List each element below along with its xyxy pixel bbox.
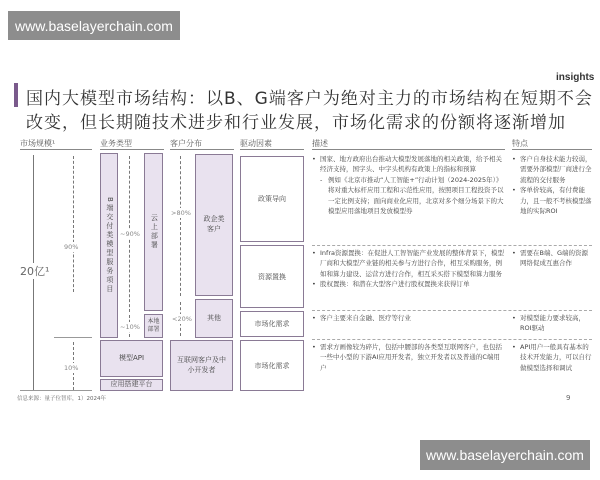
- b-end-box: B端交付类模型服务项目: [100, 153, 118, 338]
- header-feature: 特点: [512, 138, 592, 150]
- gov-arrow: [180, 156, 181, 296]
- gov-pct: >80%: [171, 209, 191, 217]
- feature-item: • 需要在B端、G端的资源网络促成互惠合作: [512, 248, 592, 269]
- local-pct: ~10%: [120, 323, 140, 331]
- market-lower-pct: 10%: [64, 364, 79, 372]
- market-divider: [54, 337, 92, 338]
- driver-market-1: 市场化需求: [240, 311, 304, 337]
- header-business: 业务类型: [100, 138, 164, 150]
- features-resource: [512, 248, 592, 269]
- internet-box: 互联网客户及中小开发者: [170, 340, 233, 391]
- desc-item: • Infra资源置换：在促进人工智智能产业发展的整体背景下，模型厂商和大模型产业链的相关参与方进行合作，相互采购服务，例如和算力建设、运营方进行合作，相互采买搭下模型和算力服务: [312, 248, 505, 279]
- desc-item: • 客户主要来自金融、医疗等行业: [312, 313, 505, 323]
- page-title-line1: 国内大模型市场结构：以B、G端客户为绝对主力的市场结构在短期不会: [26, 89, 593, 109]
- title-accent-bar: [14, 83, 18, 107]
- source-note: 信息来源：量子位智库，1）2024年: [17, 396, 106, 402]
- desc-market-2: [312, 342, 505, 373]
- cloud-pct: ~90%: [120, 230, 140, 238]
- cloud-box: 云上部署: [144, 153, 163, 311]
- feature-item: • 客户自身技术能力较弱，需要外部模型厂商进行全流程的交付服务: [512, 154, 592, 185]
- features-policy: [512, 154, 592, 216]
- feature-item: • API用户一般具有基本的技术开发能力，可以自行做模型选择和调试: [512, 342, 592, 373]
- row-separator: [312, 339, 592, 340]
- other-box: 其他: [195, 299, 233, 338]
- page-number: 9: [566, 394, 571, 402]
- features-market-1: [512, 313, 592, 334]
- market-total: 20亿¹: [20, 265, 50, 278]
- desc-policy: [312, 154, 505, 216]
- market-bottom-line: [20, 390, 92, 391]
- watermark-top: www.baselayerchain.com: [8, 11, 180, 40]
- local-box: 本地部署: [144, 314, 163, 338]
- logo: insights: [556, 72, 595, 83]
- row-separator: [312, 310, 592, 311]
- features-market-2: [512, 342, 592, 373]
- desc-resource: [312, 248, 505, 290]
- header-driver: 驱动因素: [240, 138, 304, 150]
- header-market: 市场规模¹: [20, 138, 92, 150]
- desc-item: • 国家、地方政府出台推动大模型发展落地的相关政策，给予相关经济支持，国字头、中字头机构有政策上的指标和预算: [312, 154, 505, 175]
- driver-market-2: 市场化需求: [240, 340, 304, 391]
- desc-subitem: - 例如《北京市推动“人工智能+”行动计划（2024-2025年）》将对重大标杆应用工程和示范性应用，按照项目工程投资予以一定比例支持；面向商业化应用，北京对多个细分场景下的大模型应用落地项目发放模型券: [312, 175, 505, 217]
- header-customer: 客户分布: [170, 138, 234, 150]
- desc-item: • 需求方画像较为碎片，包括中腰部的各类型互联网客户，也包括一些中小型的下游AI应用开发者，独立开发者以及普通的C端用户: [312, 342, 505, 373]
- driver-policy: 政策导向: [240, 156, 304, 242]
- header-desc: 描述: [312, 138, 505, 150]
- market-upper-pct: 90%: [64, 243, 79, 251]
- platform-box: 应用搭建平台: [100, 379, 163, 391]
- market-upper-arrow: [73, 156, 74, 292]
- desc-market-1: [312, 313, 505, 323]
- driver-resource: 资源置换: [240, 245, 304, 308]
- feature-item: • 对模型能力要求较高，ROI驱动: [512, 313, 592, 334]
- watermark-bottom: www.baselayerchain.com: [420, 440, 590, 470]
- gov-box: 政企类客户: [195, 154, 233, 296]
- feature-item: • 客单价较高，有付费能力，且一般不考核模型落地的实际ROI: [512, 185, 592, 216]
- other-pct: <20%: [172, 315, 192, 323]
- row-separator: [312, 245, 592, 246]
- api-box: 模型API: [100, 340, 163, 377]
- page-title-line2: 改变，但长期随技术进步和行业发展，市场化需求的份额将逐渐增加: [26, 113, 566, 133]
- desc-item: • 股权置换：和潜在大型客户进行股权置换来获得订单: [312, 279, 505, 289]
